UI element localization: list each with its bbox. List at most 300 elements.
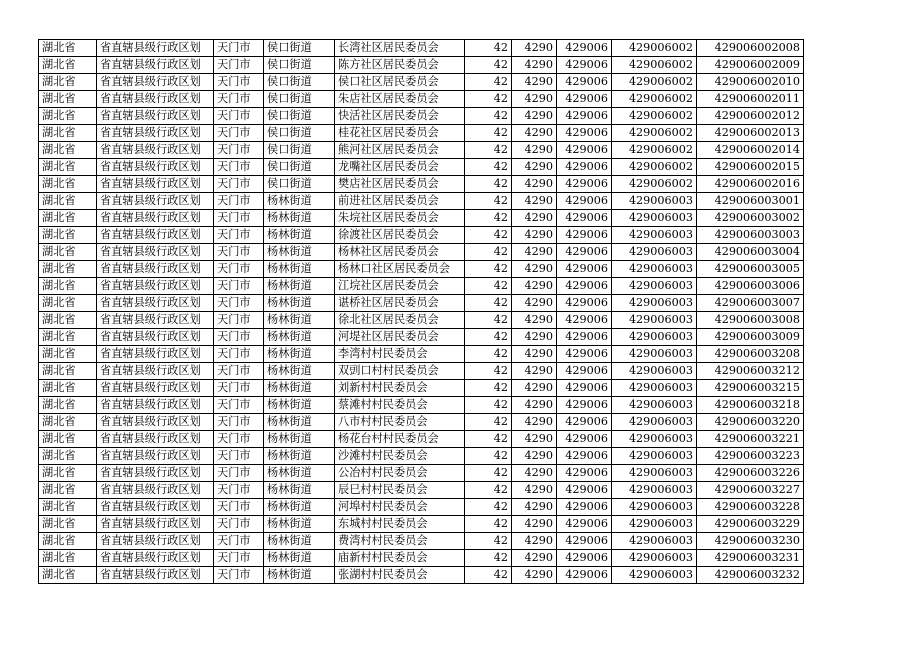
street-cell: 侯口街道 [264,142,335,159]
prefecture-code-cell: 4290 [512,125,557,142]
county-cell: 天门市 [214,261,264,278]
province-code-cell: 42 [465,414,512,431]
committee-cell: 沙滩村村民委员会 [335,448,465,465]
committee-code-cell: 429006003008 [697,312,804,329]
province-code-cell: 42 [465,397,512,414]
prefecture-cell: 省直辖县级行政区划 [97,465,214,482]
prefecture-cell: 省直辖县级行政区划 [97,210,214,227]
prefecture-code-cell: 4290 [512,295,557,312]
prefecture-cell: 省直辖县级行政区划 [97,108,214,125]
county-code-cell: 429006 [557,108,612,125]
prefecture-cell: 省直辖县级行政区划 [97,244,214,261]
division-code-table [38,39,804,584]
province-code-cell: 42 [465,176,512,193]
province-cell: 湖北省 [39,363,97,380]
province-code-cell: 42 [465,193,512,210]
county-cell: 天门市 [214,397,264,414]
province-code-cell: 42 [465,346,512,363]
prefecture-cell: 省直辖县级行政区划 [97,227,214,244]
prefecture-code-cell: 4290 [512,176,557,193]
prefecture-code-cell: 4290 [512,244,557,261]
street-cell: 侯口街道 [264,74,335,91]
street-code-cell: 429006003 [612,295,697,312]
street-cell: 杨林街道 [264,295,335,312]
street-cell: 杨林街道 [264,431,335,448]
street-cell: 侯口街道 [264,57,335,74]
street-code-cell: 429006003 [612,482,697,499]
committee-cell: 双剅口村村民委员会 [335,363,465,380]
committee-code-cell: 429006002014 [697,142,804,159]
prefecture-code-cell: 4290 [512,40,557,57]
street-code-cell: 429006003 [612,346,697,363]
committee-code-cell: 429006003226 [697,465,804,482]
county-code-cell: 429006 [557,193,612,210]
province-cell: 湖北省 [39,176,97,193]
prefecture-code-cell: 4290 [512,91,557,108]
province-code-cell: 42 [465,142,512,159]
street-cell: 杨林街道 [264,550,335,567]
table-row [39,329,804,346]
county-code-cell: 429006 [557,244,612,261]
county-code-cell: 429006 [557,40,612,57]
province-code-cell: 42 [465,295,512,312]
committee-cell: 李湾村村民委员会 [335,346,465,363]
province-code-cell: 42 [465,74,512,91]
street-code-cell: 429006002 [612,57,697,74]
prefecture-code-cell: 4290 [512,74,557,91]
table-row [39,414,804,431]
committee-cell: 公冶村村民委员会 [335,465,465,482]
street-cell: 杨林街道 [264,346,335,363]
committee-code-cell: 429006002010 [697,74,804,91]
county-cell: 天门市 [214,142,264,159]
street-cell: 侯口街道 [264,159,335,176]
county-code-cell: 429006 [557,159,612,176]
prefecture-code-cell: 4290 [512,159,557,176]
committee-code-cell: 429006002013 [697,125,804,142]
county-cell: 天门市 [214,91,264,108]
county-code-cell: 429006 [557,448,612,465]
table-row [39,397,804,414]
province-code-cell: 42 [465,261,512,278]
province-code-cell: 42 [465,380,512,397]
table-row [39,363,804,380]
committee-cell: 张湖村村民委员会 [335,567,465,584]
province-cell: 湖北省 [39,346,97,363]
county-code-cell: 429006 [557,227,612,244]
province-cell: 湖北省 [39,329,97,346]
province-cell: 湖北省 [39,482,97,499]
prefecture-cell: 省直辖县级行政区划 [97,278,214,295]
prefecture-code-cell: 4290 [512,397,557,414]
province-cell: 湖北省 [39,278,97,295]
prefecture-cell: 省直辖县级行政区划 [97,57,214,74]
county-code-cell: 429006 [557,295,612,312]
street-cell: 侯口街道 [264,108,335,125]
table-row [39,176,804,193]
county-code-cell: 429006 [557,346,612,363]
street-code-cell: 429006002 [612,176,697,193]
committee-cell: 庙新村村民委员会 [335,550,465,567]
committee-cell: 东城村村民委员会 [335,516,465,533]
province-code-cell: 42 [465,125,512,142]
committee-cell: 八市村村民委员会 [335,414,465,431]
table-body [39,40,804,584]
county-cell: 天门市 [214,227,264,244]
committee-code-cell: 429006003208 [697,346,804,363]
prefecture-cell: 省直辖县级行政区划 [97,261,214,278]
street-cell: 侯口街道 [264,40,335,57]
street-cell: 杨林街道 [264,533,335,550]
province-cell: 湖北省 [39,312,97,329]
prefecture-cell: 省直辖县级行政区划 [97,176,214,193]
street-code-cell: 429006003 [612,414,697,431]
county-code-cell: 429006 [557,431,612,448]
county-code-cell: 429006 [557,567,612,584]
table-row [39,210,804,227]
province-cell: 湖北省 [39,516,97,533]
committee-code-cell: 429006003001 [697,193,804,210]
province-cell: 湖北省 [39,57,97,74]
committee-code-cell: 429006002008 [697,40,804,57]
street-code-cell: 429006003 [612,261,697,278]
prefecture-code-cell: 4290 [512,516,557,533]
street-cell: 杨林街道 [264,210,335,227]
committee-code-cell: 429006002009 [697,57,804,74]
table-row [39,431,804,448]
county-cell: 天门市 [214,278,264,295]
prefecture-code-cell: 4290 [512,567,557,584]
table-row [39,193,804,210]
street-code-cell: 429006002 [612,108,697,125]
county-cell: 天门市 [214,533,264,550]
county-code-cell: 429006 [557,516,612,533]
prefecture-code-cell: 4290 [512,431,557,448]
county-cell: 天门市 [214,210,264,227]
table-row [39,244,804,261]
province-code-cell: 42 [465,363,512,380]
county-cell: 天门市 [214,431,264,448]
street-code-cell: 429006002 [612,125,697,142]
prefecture-cell: 省直辖县级行政区划 [97,533,214,550]
province-code-cell: 42 [465,499,512,516]
table-row [39,346,804,363]
county-cell: 天门市 [214,74,264,91]
province-cell: 湖北省 [39,448,97,465]
county-code-cell: 429006 [557,142,612,159]
county-code-cell: 429006 [557,176,612,193]
committee-code-cell: 429006003004 [697,244,804,261]
prefecture-code-cell: 4290 [512,499,557,516]
committee-cell: 朱店社区居民委员会 [335,91,465,108]
committee-cell: 杨花台村村民委员会 [335,431,465,448]
street-cell: 杨林街道 [264,414,335,431]
table-row [39,312,804,329]
street-code-cell: 429006003 [612,227,697,244]
county-cell: 天门市 [214,482,264,499]
committee-cell: 龙嘴社区居民委员会 [335,159,465,176]
county-cell: 天门市 [214,414,264,431]
province-code-cell: 42 [465,329,512,346]
street-cell: 杨林街道 [264,363,335,380]
street-cell: 杨林街道 [264,380,335,397]
street-cell: 杨林街道 [264,465,335,482]
table-row [39,465,804,482]
prefecture-code-cell: 4290 [512,57,557,74]
province-cell: 湖北省 [39,567,97,584]
table-row [39,57,804,74]
prefecture-code-cell: 4290 [512,346,557,363]
table-row [39,533,804,550]
committee-cell: 前进社区居民委员会 [335,193,465,210]
committee-cell: 樊店社区居民委员会 [335,176,465,193]
county-cell: 天门市 [214,176,264,193]
county-cell: 天门市 [214,499,264,516]
committee-cell: 长湾社区居民委员会 [335,40,465,57]
province-code-cell: 42 [465,533,512,550]
county-code-cell: 429006 [557,482,612,499]
street-code-cell: 429006003 [612,516,697,533]
prefecture-cell: 省直辖县级行政区划 [97,550,214,567]
province-code-cell: 42 [465,465,512,482]
street-code-cell: 429006003 [612,363,697,380]
county-cell: 天门市 [214,465,264,482]
committee-code-cell: 429006003230 [697,533,804,550]
committee-cell: 河堤社区居民委员会 [335,329,465,346]
committee-code-cell: 429006003229 [697,516,804,533]
county-code-cell: 429006 [557,261,612,278]
prefecture-cell: 省直辖县级行政区划 [97,448,214,465]
prefecture-code-cell: 4290 [512,482,557,499]
county-code-cell: 429006 [557,312,612,329]
street-cell: 杨林街道 [264,516,335,533]
street-cell: 杨林街道 [264,227,335,244]
committee-code-cell: 429006003231 [697,550,804,567]
prefecture-cell: 省直辖县级行政区划 [97,329,214,346]
table-row [39,567,804,584]
province-code-cell: 42 [465,159,512,176]
committee-code-cell: 429006003232 [697,567,804,584]
prefecture-code-cell: 4290 [512,414,557,431]
street-code-cell: 429006003 [612,397,697,414]
committee-code-cell: 429006003006 [697,278,804,295]
committee-cell: 辰巳村村民委员会 [335,482,465,499]
prefecture-code-cell: 4290 [512,465,557,482]
county-cell: 天门市 [214,295,264,312]
street-code-cell: 429006003 [612,278,697,295]
committee-code-cell: 429006003221 [697,431,804,448]
committee-code-cell: 429006003002 [697,210,804,227]
county-cell: 天门市 [214,57,264,74]
county-code-cell: 429006 [557,125,612,142]
province-cell: 湖北省 [39,193,97,210]
prefecture-cell: 省直辖县级行政区划 [97,567,214,584]
province-cell: 湖北省 [39,295,97,312]
committee-code-cell: 429006003007 [697,295,804,312]
county-cell: 天门市 [214,550,264,567]
street-code-cell: 429006002 [612,40,697,57]
county-code-cell: 429006 [557,380,612,397]
province-cell: 湖北省 [39,210,97,227]
province-cell: 湖北省 [39,125,97,142]
committee-code-cell: 429006003228 [697,499,804,516]
committee-code-cell: 429006002016 [697,176,804,193]
county-cell: 天门市 [214,159,264,176]
committee-code-cell: 429006003215 [697,380,804,397]
province-code-cell: 42 [465,244,512,261]
prefecture-cell: 省直辖县级行政区划 [97,142,214,159]
province-cell: 湖北省 [39,142,97,159]
county-cell: 天门市 [214,567,264,584]
street-code-cell: 429006003 [612,448,697,465]
province-code-cell: 42 [465,482,512,499]
street-cell: 杨林街道 [264,312,335,329]
prefecture-code-cell: 4290 [512,550,557,567]
prefecture-cell: 省直辖县级行政区划 [97,516,214,533]
table-row [39,125,804,142]
province-cell: 湖北省 [39,108,97,125]
prefecture-cell: 省直辖县级行政区划 [97,40,214,57]
street-cell: 侯口街道 [264,91,335,108]
county-code-cell: 429006 [557,329,612,346]
table-row [39,380,804,397]
province-cell: 湖北省 [39,244,97,261]
prefecture-code-cell: 4290 [512,108,557,125]
province-cell: 湖北省 [39,261,97,278]
committee-cell: 快活社区居民委员会 [335,108,465,125]
prefecture-cell: 省直辖县级行政区划 [97,295,214,312]
street-code-cell: 429006003 [612,499,697,516]
table-row [39,278,804,295]
province-code-cell: 42 [465,40,512,57]
street-cell: 杨林街道 [264,278,335,295]
prefecture-cell: 省直辖县级行政区划 [97,159,214,176]
committee-code-cell: 429006003212 [697,363,804,380]
province-code-cell: 42 [465,431,512,448]
street-code-cell: 429006003 [612,210,697,227]
prefecture-code-cell: 4290 [512,329,557,346]
county-code-cell: 429006 [557,74,612,91]
province-cell: 湖北省 [39,74,97,91]
county-code-cell: 429006 [557,91,612,108]
committee-code-cell: 429006003218 [697,397,804,414]
committee-cell: 费湾村村民委员会 [335,533,465,550]
committee-code-cell: 429006002011 [697,91,804,108]
committee-cell: 刘新村村民委员会 [335,380,465,397]
county-code-cell: 429006 [557,278,612,295]
county-cell: 天门市 [214,40,264,57]
committee-code-cell: 429006003003 [697,227,804,244]
county-cell: 天门市 [214,244,264,261]
table-row [39,261,804,278]
province-code-cell: 42 [465,227,512,244]
prefecture-cell: 省直辖县级行政区划 [97,74,214,91]
province-code-cell: 42 [465,550,512,567]
committee-cell: 熊河社区居民委员会 [335,142,465,159]
province-cell: 湖北省 [39,533,97,550]
street-code-cell: 429006002 [612,91,697,108]
county-cell: 天门市 [214,380,264,397]
prefecture-code-cell: 4290 [512,533,557,550]
street-code-cell: 429006003 [612,380,697,397]
committee-code-cell: 429006003223 [697,448,804,465]
province-cell: 湖北省 [39,397,97,414]
table-row [39,108,804,125]
committee-code-cell: 429006003227 [697,482,804,499]
province-code-cell: 42 [465,108,512,125]
province-cell: 湖北省 [39,227,97,244]
county-code-cell: 429006 [557,363,612,380]
prefecture-code-cell: 4290 [512,278,557,295]
committee-cell: 谌桥社区居民委员会 [335,295,465,312]
province-cell: 湖北省 [39,91,97,108]
committee-cell: 朱垸社区居民委员会 [335,210,465,227]
province-code-cell: 42 [465,91,512,108]
street-cell: 杨林街道 [264,482,335,499]
province-cell: 湖北省 [39,414,97,431]
street-code-cell: 429006003 [612,312,697,329]
province-code-cell: 42 [465,57,512,74]
county-code-cell: 429006 [557,550,612,567]
table-row [39,74,804,91]
county-cell: 天门市 [214,346,264,363]
street-code-cell: 429006002 [612,142,697,159]
county-cell: 天门市 [214,329,264,346]
prefecture-code-cell: 4290 [512,193,557,210]
province-code-cell: 42 [465,516,512,533]
county-code-cell: 429006 [557,57,612,74]
prefecture-cell: 省直辖县级行政区划 [97,397,214,414]
prefecture-cell: 省直辖县级行政区划 [97,499,214,516]
province-code-cell: 42 [465,210,512,227]
prefecture-cell: 省直辖县级行政区划 [97,91,214,108]
street-cell: 杨林街道 [264,329,335,346]
committee-cell: 桂花社区居民委员会 [335,125,465,142]
province-code-cell: 42 [465,312,512,329]
street-code-cell: 429006003 [612,244,697,261]
street-cell: 杨林街道 [264,499,335,516]
prefecture-cell: 省直辖县级行政区划 [97,414,214,431]
committee-code-cell: 429006002012 [697,108,804,125]
province-cell: 湖北省 [39,159,97,176]
committee-cell: 杨林社区居民委员会 [335,244,465,261]
table-row [39,91,804,108]
county-cell: 天门市 [214,448,264,465]
county-cell: 天门市 [214,108,264,125]
province-cell: 湖北省 [39,431,97,448]
prefecture-code-cell: 4290 [512,363,557,380]
county-cell: 天门市 [214,516,264,533]
committee-code-cell: 429006003220 [697,414,804,431]
province-code-cell: 42 [465,278,512,295]
street-cell: 杨林街道 [264,567,335,584]
committee-cell: 河埠村村民委员会 [335,499,465,516]
prefecture-code-cell: 4290 [512,380,557,397]
prefecture-cell: 省直辖县级行政区划 [97,346,214,363]
street-cell: 杨林街道 [264,261,335,278]
street-cell: 杨林街道 [264,397,335,414]
street-cell: 杨林街道 [264,448,335,465]
province-cell: 湖北省 [39,40,97,57]
prefecture-cell: 省直辖县级行政区划 [97,431,214,448]
table-row [39,227,804,244]
street-cell: 杨林街道 [264,193,335,210]
province-cell: 湖北省 [39,465,97,482]
province-code-cell: 42 [465,448,512,465]
committee-code-cell: 429006003005 [697,261,804,278]
province-cell: 湖北省 [39,380,97,397]
prefecture-code-cell: 4290 [512,261,557,278]
